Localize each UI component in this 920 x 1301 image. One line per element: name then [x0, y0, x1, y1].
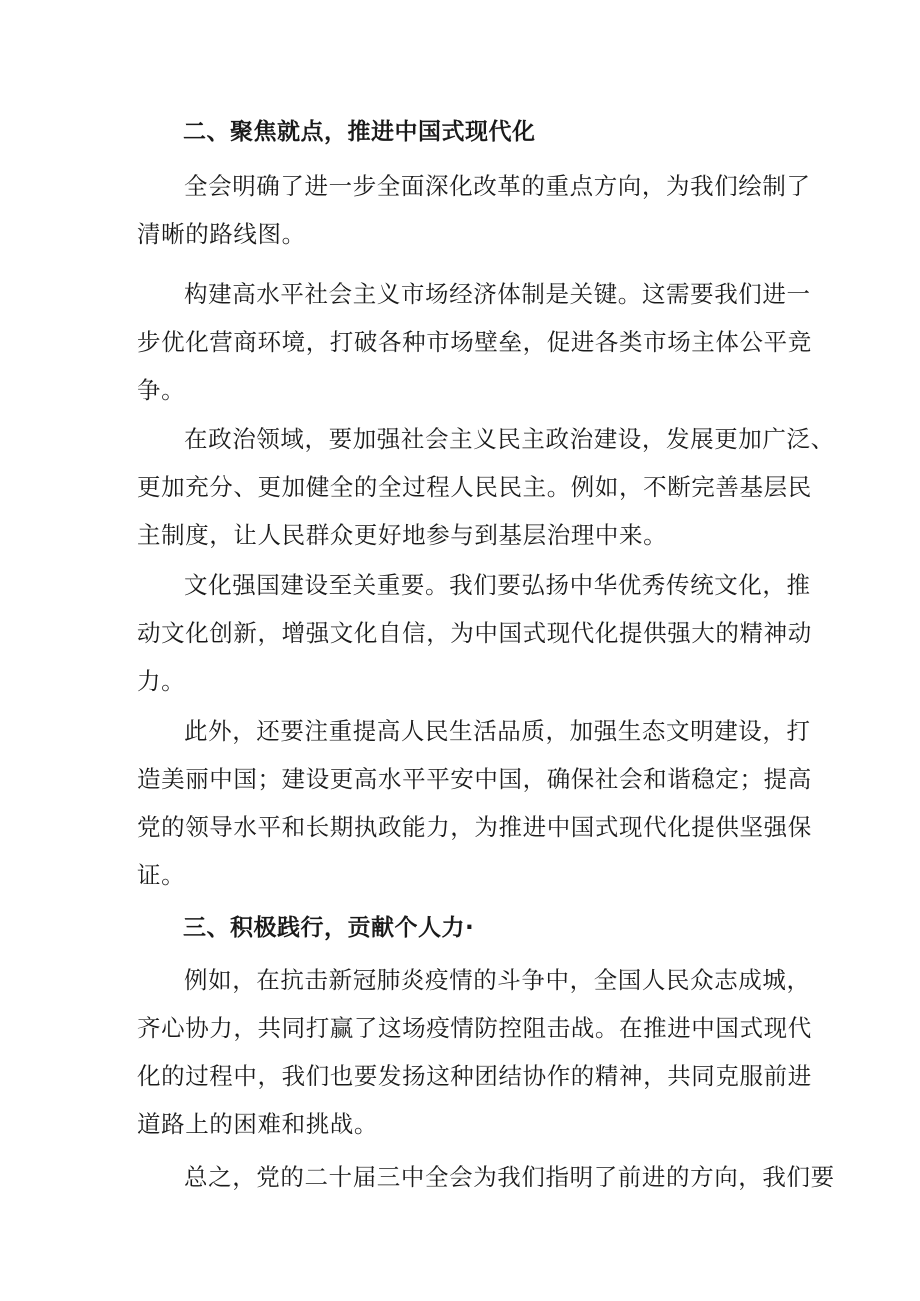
paragraph-line: 此外，还要注重提高人民生活品质，加强生态文明建设，打	[184, 717, 811, 745]
paragraph-line: 在政治领域，要加强社会主义民主政治建设，发展更加广泛、	[184, 425, 835, 453]
paragraph-line: 例如，在抗击新冠肺炎疫情的斗争中，全国人民众志成城，	[184, 966, 811, 994]
paragraph-6	[137, 956, 812, 1148]
paragraph-line: 主制度，让人民群众更好地参与到基层治理中来。	[137, 521, 668, 549]
paragraph-3	[137, 415, 835, 559]
paragraph-line: 争。	[137, 376, 186, 404]
paragraph-line: 文化强国建设至关重要。我们要弘扬中华优秀传统文化，推	[184, 571, 811, 599]
paragraph-2	[137, 270, 812, 414]
paragraph-5	[137, 707, 812, 899]
paragraph-line: 道路上的困难和挑战。	[137, 1110, 378, 1138]
paragraph-line: 总之，党的二十届三中全会为我们指明了前进的方向，我们要	[184, 1163, 835, 1191]
paragraph-line: 力。	[137, 667, 186, 695]
section-heading-2: 二、聚焦就点，推进中国式现代化	[183, 119, 536, 145]
paragraph-line: 证。	[137, 861, 186, 889]
paragraph-line: 党的领导水平和长期执政能力，为推进中国式现代化提供坚强保	[137, 813, 812, 841]
paragraph-line: 动文化创新，增强文化自信，为中国式现代化提供强大的精神动	[137, 619, 812, 647]
paragraph-7	[137, 1153, 835, 1201]
paragraph-line: 清晰的路线图。	[137, 220, 306, 248]
paragraph-line: 全会明确了进一步全面深化改革的重点方向，为我们绘制了	[184, 172, 811, 200]
paragraph-line: 构建高水平社会主义市场经济体制是关键。这需要我们进一	[184, 280, 811, 308]
paragraph-1	[137, 162, 811, 258]
paragraph-line: 化的过程中，我们也要发扬这种团结协作的精神，共同克服前进	[137, 1062, 812, 1090]
paragraph-line: 步优化营商环境，打破各种市场壁垒，促进各类市场主体公平竞	[137, 328, 812, 356]
paragraph-4	[137, 561, 812, 705]
paragraph-line: 更加充分、更加健全的全过程人民民主。例如，不断完善基层民	[137, 473, 812, 501]
paragraph-line: 齐心协力，共同打赢了这场疫情防控阻击战。在推进中国式现代	[137, 1014, 812, 1042]
paragraph-line: 造美丽中国；建设更高水平平安中国，确保社会和谐稳定；提高	[137, 765, 812, 793]
section-heading-3: 三、积极践行，贡献个人力·	[183, 915, 475, 941]
